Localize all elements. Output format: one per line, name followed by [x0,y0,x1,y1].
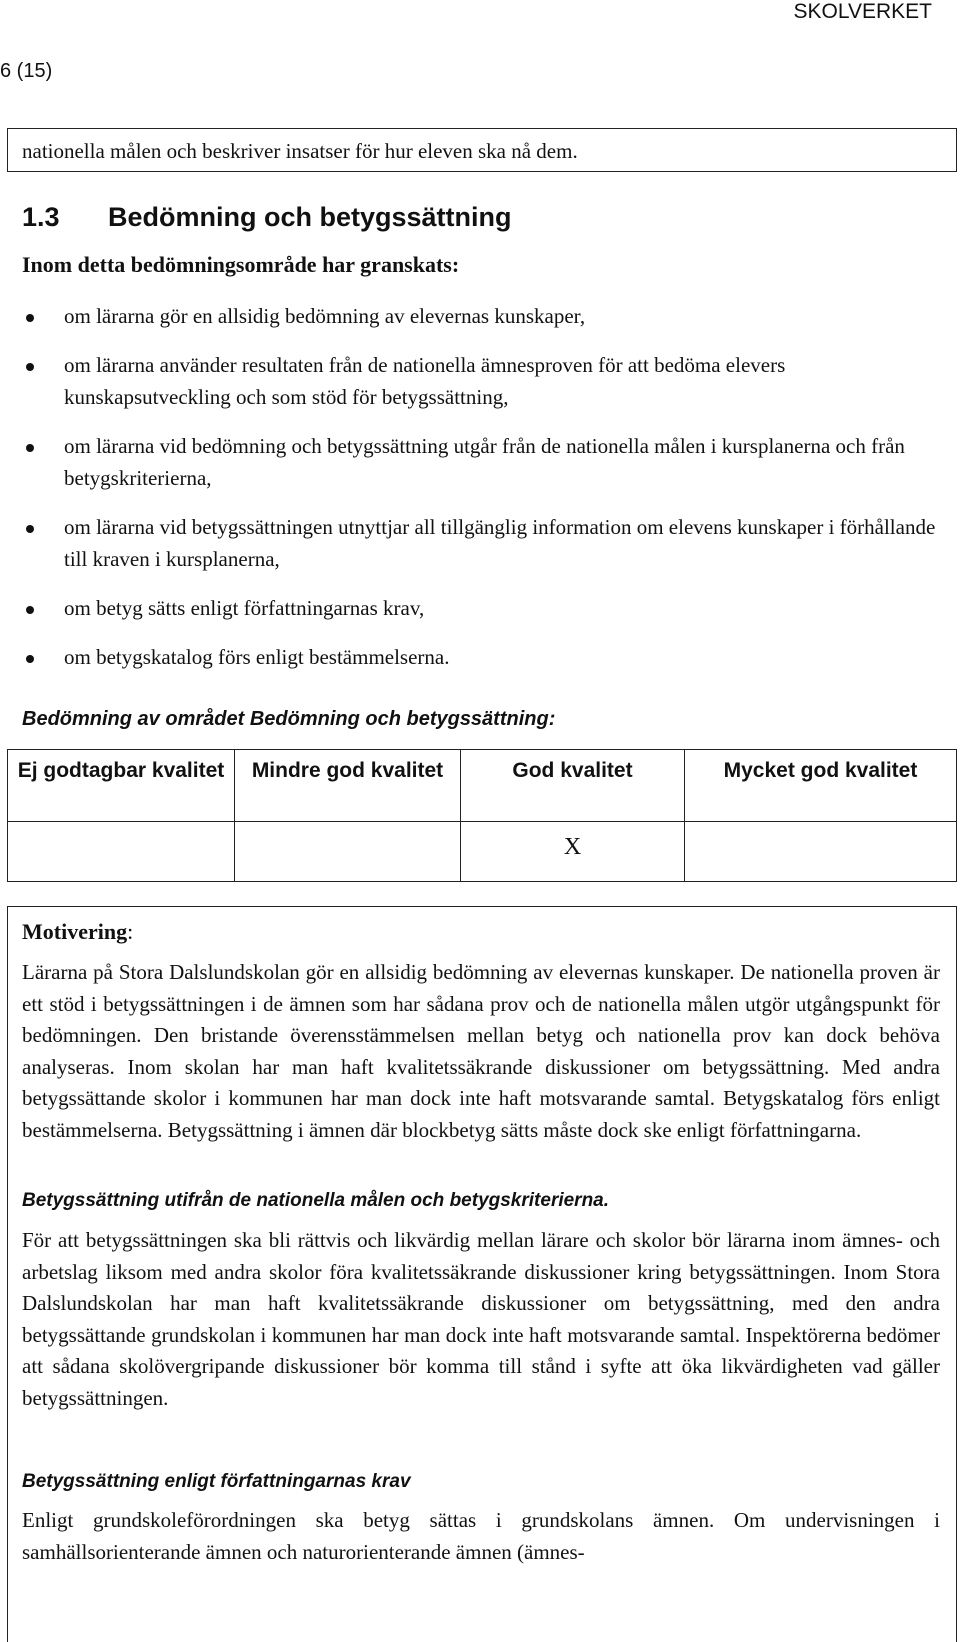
list-item: om lärarna gör en allsidig bedömning av elevernas kunskaper, [22,300,942,332]
subheading: Betygssättning enligt författningarnas krav [22,1471,411,1492]
list-item: om betyg sätts enligt författningarnas krav, [22,592,942,624]
motivation-paragraph: Lärarna på Stora Dalslundskolan gör en allsidig bedömning av elevernas kunskaper. De nationella proven är ett stöd i betygssättningen i de ämnen som har sådana prov och de nationella målen utgör utgångspunkt för bedömningen. Den bristande överensstämmelsen mellan betyg och nationella prov kan dock behöva analyseras. Inom skolan har man haft kvalitetssäkrande diskussioner om betygssättning. Med andra betygssättande skolor i kommunen har man dock inte haft motsvarande samtal. Betygskatalog förs enligt bestämmelserna. Betygssättning i ämnen där blockbetyg sätts måste dock ske enligt författningarna. [22,960,940,1142]
motivation-label: Motivering: [22,919,134,944]
section-heading [22,202,512,233]
section-intro: Inom detta bedömningsområde har granskats: [22,252,460,277]
list-item: om lärarna använder resultaten från de nationella ämnesproven för att bedöma elevers kunskapsutveckling och som stöd för betygssättning, [22,349,942,413]
list-item: om lärarna vid bedömning och betygssättning utgår från de nationella målen i kursplanerna och från betygskriterierna, [22,430,942,494]
rating-column-header: Mindre god kvalitet [235,750,461,822]
bullet-icon [26,314,34,322]
rating-table [7,749,957,882]
bullet-icon [26,655,34,663]
section-title: Bedömning och betygssättning [108,202,512,232]
rating-heading: Bedömning av området Bedömning och betygssättning: [22,708,556,730]
bullet-icon [26,444,34,452]
continuation-box [7,128,957,172]
rating-cell [235,822,461,882]
subheading: Betygssättning utifrån de nationella målen och betygskriterierna. [22,1190,610,1211]
bullet-icon [26,525,34,533]
table-row [8,822,957,882]
criteria-list [22,300,942,690]
continuation-text: nationella målen och beskriver insatser för hur eleven ska nå dem. [22,139,578,163]
rating-cell [8,822,235,882]
motivation-paragraph: För att betygssättningen ska bli rättvis och likvärdig mellan lärare och skolor bör lärarna inom ämnes- och arbetslag liksom med andra skolor föra kvalitetssäkrande diskussioner kring betygssättningen. Inom Stora Dalslundskolan har man haft kvalitetssäkrande diskussioner om betygssättning, med den andra betygssättande grundskolan i kommunen har man dock inte haft motsvarande samtal. Inspektörerna bedömer att sådana skolövergripande diskussioner bör komma till stånd i syfte att öka likvärdigheten vad gäller betygssättningen. [22,1228,940,1410]
motivation-box [7,906,957,1642]
rating-cell: X [461,822,685,882]
list-item: om lärarna vid betygssättningen utnyttjar all tillgänglig information om elevens kunskaper i förhållande till kraven i kursplanerna, [22,511,942,575]
table-row [8,750,957,822]
list-item: om betygskatalog förs enligt bestämmelserna. [22,641,942,673]
bullet-icon [26,606,34,614]
motivation-paragraph: Enligt grundskoleförordningen ska betyg sättas i grundskolans ämnen. Om undervisningen i samhällsorienterande ämnen och naturorienterande ämnen (ämnes- [22,1508,940,1564]
bullet-icon [26,363,34,371]
rating-cell [685,822,957,882]
page-number: 6 (15) [0,60,53,82]
rating-column-header: Ej godtagbar kvalitet [8,750,235,822]
organization-name: SKOLVERKET [793,0,932,23]
section-number: 1.3 [22,202,60,232]
rating-column-header: Mycket god kvalitet [685,750,957,822]
rating-column-header: God kvalitet [461,750,685,822]
